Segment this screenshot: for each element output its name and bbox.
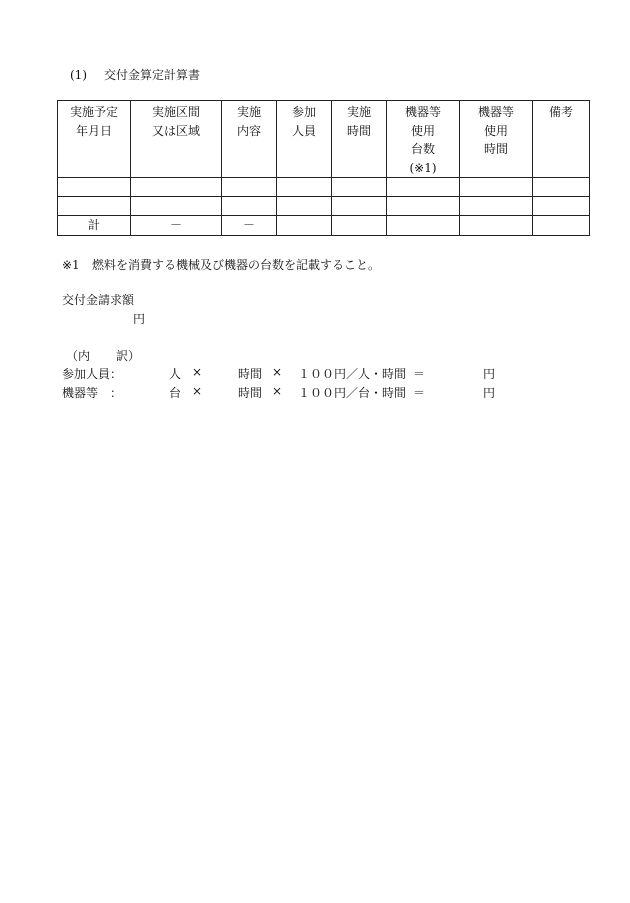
section-heading [70, 66, 200, 83]
breakdown-unit: 人 [169, 367, 182, 381]
total-label: 計 [58, 216, 131, 236]
breakdown-hours: 時間 [238, 367, 263, 381]
header-equipment-count: 機器等 使用 台数 (※1) [387, 101, 460, 178]
header-participants: 参加 人員 [277, 101, 332, 178]
table-cell[interactable] [58, 178, 131, 197]
header-remarks: 備考 [533, 101, 590, 178]
breakdown-heading-close: 訳） [116, 349, 141, 363]
table-cell[interactable] [131, 178, 222, 197]
total-dash: － [222, 216, 277, 236]
header-hours: 実施 時間 [332, 101, 387, 178]
breakdown-heading [66, 347, 140, 364]
table-cell[interactable] [277, 197, 332, 216]
table-cell[interactable] [533, 178, 590, 197]
table-cell[interactable] [533, 197, 590, 216]
table-row [58, 197, 590, 216]
equals-sign: ＝ [413, 386, 426, 400]
table-cell[interactable] [460, 216, 533, 236]
breakdown-yen: 円 [483, 367, 496, 381]
table-cell[interactable] [387, 178, 460, 197]
table-cell[interactable] [533, 216, 590, 236]
section-number: (1) [70, 68, 87, 82]
table-header-row [58, 101, 590, 178]
calculation-table [57, 100, 590, 236]
table-cell[interactable] [332, 216, 387, 236]
footnote-text: 燃料を消費する機械及び機器の台数を記載すること。 [92, 258, 381, 272]
request-amount-label: 交付金請求額 [62, 293, 135, 307]
header-section-area: 実施区間 又は区域 [131, 101, 222, 178]
equals-sign: ＝ [413, 367, 426, 381]
multiply-sign: × [272, 365, 283, 379]
multiply-sign: × [192, 384, 203, 398]
breakdown-row-participants [62, 365, 562, 383]
table-cell[interactable] [277, 216, 332, 236]
breakdown-unit: 台 [169, 386, 182, 400]
table-cell[interactable] [58, 197, 131, 216]
table-cell[interactable] [460, 197, 533, 216]
table-row [58, 178, 590, 197]
table-cell[interactable] [332, 197, 387, 216]
breakdown-rate: １００円／人・時間 [298, 367, 407, 381]
header-activity: 実施 内容 [222, 101, 277, 178]
table-cell[interactable] [222, 178, 277, 197]
breakdown-rate: １００円／台・時間 [298, 386, 407, 400]
table-total-row [58, 216, 590, 236]
footnote [62, 256, 380, 273]
multiply-sign: × [272, 384, 283, 398]
breakdown-label: 機器等 ： [62, 386, 123, 400]
table-cell[interactable] [222, 197, 277, 216]
breakdown-row-equipment [62, 384, 562, 402]
table-cell[interactable] [460, 178, 533, 197]
section-title: 交付金算定計算書 [104, 68, 201, 82]
table-cell[interactable] [131, 197, 222, 216]
breakdown-label: 参加人員： [62, 367, 123, 381]
footnote-mark: ※1 [62, 258, 80, 272]
breakdown-hours: 時間 [238, 386, 263, 400]
breakdown-yen: 円 [483, 386, 496, 400]
request-amount-unit: 円 [133, 312, 146, 326]
table-cell[interactable] [387, 197, 460, 216]
multiply-sign: × [192, 365, 203, 379]
total-dash: － [131, 216, 222, 236]
table-cell[interactable] [332, 178, 387, 197]
header-equipment-hours: 機器等 使用 時間 [460, 101, 533, 178]
table-cell[interactable] [387, 216, 460, 236]
table-cell[interactable] [277, 178, 332, 197]
header-planned-date: 実施予定 年月日 [58, 101, 131, 178]
breakdown-heading-open: （内 [66, 349, 91, 363]
